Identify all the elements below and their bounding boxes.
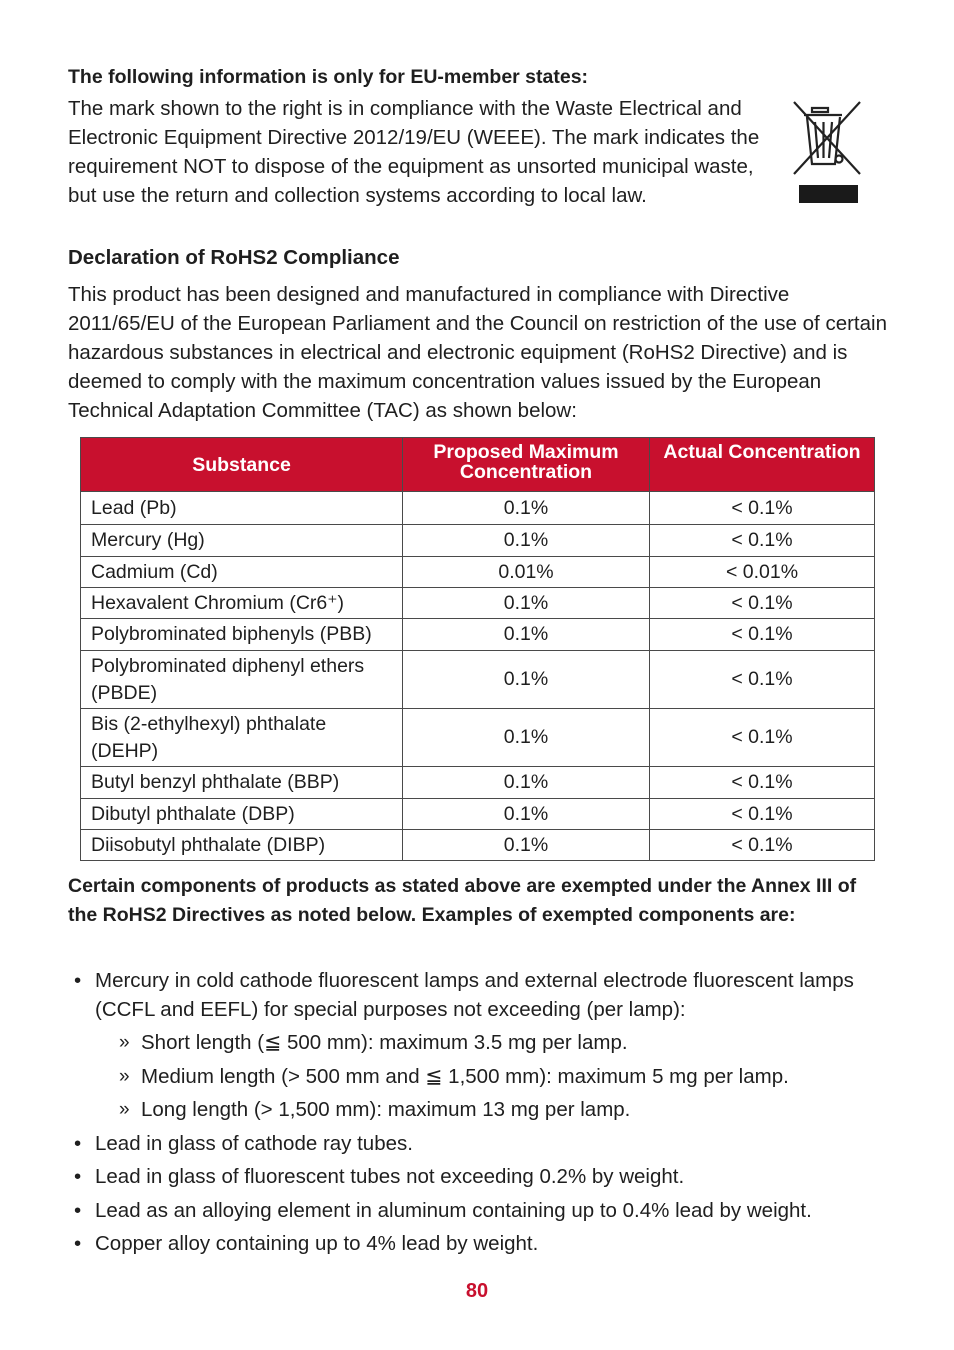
substance-cell: Bis (2-ethylhexyl) phthalate (DEHP) <box>81 709 403 767</box>
bullet-icon: • <box>74 1198 82 1222</box>
list-item <box>68 1196 888 1225</box>
actual-cell: < 0.01% <box>650 557 875 588</box>
table-row <box>81 619 875 651</box>
exemption-list <box>68 966 888 1263</box>
header-substance: Substance <box>81 438 403 492</box>
substance-table <box>80 437 875 861</box>
substance-cell: Diisobutyl phthalate (DIBP) <box>81 830 403 861</box>
sub-bullet-icon: » <box>119 1032 130 1053</box>
actual-cell: < 0.1% <box>650 619 875 651</box>
sub-bullet-icon: » <box>119 1099 130 1120</box>
proposed-cell: 0.1% <box>403 492 650 525</box>
actual-cell: < 0.1% <box>650 709 875 767</box>
proposed-cell: 0.1% <box>403 767 650 799</box>
substance-cell: Cadmium (Cd) <box>81 557 403 588</box>
rohs-paragraph: This product has been designed and manufactured in compliance with Directive 2011/65/EU of the European Parliament and the Council on restriction of the use of certain hazardous substances in electrical and electronic equipment (RoHS2 Directive) and is deemed to comply with the maximum concentration values issued by the European Technical Adaptation Committee (TAC) as shown below: <box>68 283 887 422</box>
table-row <box>81 492 875 525</box>
sub-list-item-text: Short length (≦ 500 mm): maximum 3.5 mg per lamp. <box>141 1031 628 1054</box>
table-row <box>81 830 875 861</box>
list-item-text: Lead as an alloying element in aluminum containing up to 0.4% lead by weight. <box>95 1198 812 1222</box>
proposed-cell: 0.1% <box>403 651 650 709</box>
bullet-icon: • <box>74 1232 82 1255</box>
substance-cell: Lead (Pb) <box>81 492 403 525</box>
proposed-cell: 0.01% <box>403 557 650 588</box>
table-row <box>81 588 875 619</box>
actual-cell: < 0.1% <box>650 651 875 709</box>
header-actual: Actual Concentration <box>650 438 875 492</box>
proposed-cell: 0.1% <box>403 709 650 767</box>
eu-heading: The following information is only for EU-member states: <box>68 66 589 88</box>
table-row <box>81 651 875 709</box>
bullet-icon: • <box>74 1131 82 1155</box>
substance-cell: Butyl benzyl phthalate (BBP) <box>81 767 403 799</box>
proposed-cell: 0.1% <box>403 619 650 651</box>
list-item-text: Lead in glass of fluorescent tubes not exceeding 0.2% by weight. <box>95 1165 685 1188</box>
list-item <box>68 1229 888 1258</box>
table-row <box>81 557 875 588</box>
table-row <box>81 799 875 830</box>
table-header-row <box>81 438 875 492</box>
sub-list-item <box>95 1062 888 1091</box>
weee-paragraph: The mark shown to the right is in compliance with the Waste Electrical and Electronic Equipment Directive 2012/19/EU (WEEE). The mark indicates the requirement NOT to dispose of the equipment as unsorted municipal waste, but use the return and collection systems according to local law. <box>68 97 760 207</box>
exemption-heading: Certain components of products as stated above are exempted under the Annex III of the RoHS2 Directives as noted below. Examples of exempted components are: <box>68 875 857 926</box>
list-item-text: Lead in glass of cathode ray tubes. <box>95 1131 413 1155</box>
list-item <box>68 1162 888 1191</box>
rohs-heading: Declaration of RoHS2 Compliance <box>68 246 400 269</box>
sub-list <box>95 1028 888 1124</box>
list-item <box>68 1129 888 1158</box>
table-row <box>81 767 875 799</box>
proposed-cell: 0.1% <box>403 830 650 861</box>
header-proposed-max: Proposed Maximum Concentration <box>403 438 650 492</box>
actual-cell: < 0.1% <box>650 492 875 525</box>
list-item <box>68 966 888 1124</box>
actual-cell: < 0.1% <box>650 767 875 799</box>
crossed-out-wheelie-bin-icon <box>790 98 862 206</box>
actual-cell: < 0.1% <box>650 525 875 557</box>
sub-bullet-icon: » <box>119 1065 130 1087</box>
actual-cell: < 0.1% <box>650 830 875 861</box>
substance-cell: Polybrominated biphenyls (PBB) <box>81 619 403 651</box>
sub-list-item <box>95 1028 888 1057</box>
substance-cell: Dibutyl phthalate (DBP) <box>81 799 403 830</box>
list-item-text: Copper alloy containing up to 4% lead by weight. <box>95 1232 539 1255</box>
substance-cell: Hexavalent Chromium (Cr6⁺) <box>81 588 403 619</box>
list-item-text: Mercury in cold cathode fluorescent lamps and external electrode fluorescent lamps (CCFL and EEFL) for special purposes not exceeding (per lamp): <box>95 969 854 1021</box>
table-row <box>81 709 875 767</box>
table-row <box>81 525 875 557</box>
substance-cell: Polybrominated diphenyl ethers (PBDE) <box>81 651 403 709</box>
substance-cell: Mercury (Hg) <box>81 525 403 557</box>
actual-cell: < 0.1% <box>650 799 875 830</box>
actual-cell: < 0.1% <box>650 588 875 619</box>
page-number: 80 <box>465 1280 489 1302</box>
proposed-cell: 0.1% <box>403 525 650 557</box>
sub-list-item <box>95 1095 888 1124</box>
sub-list-item-text: Long length (> 1,500 mm): maximum 13 mg per lamp. <box>141 1098 631 1121</box>
sub-list-item-text: Medium length (> 500 mm and ≦ 1,500 mm): maximum 5 mg per lamp. <box>141 1064 789 1088</box>
bullet-icon: • <box>74 969 82 992</box>
proposed-cell: 0.1% <box>403 588 650 619</box>
proposed-cell: 0.1% <box>403 799 650 830</box>
bullet-icon: • <box>74 1165 82 1188</box>
